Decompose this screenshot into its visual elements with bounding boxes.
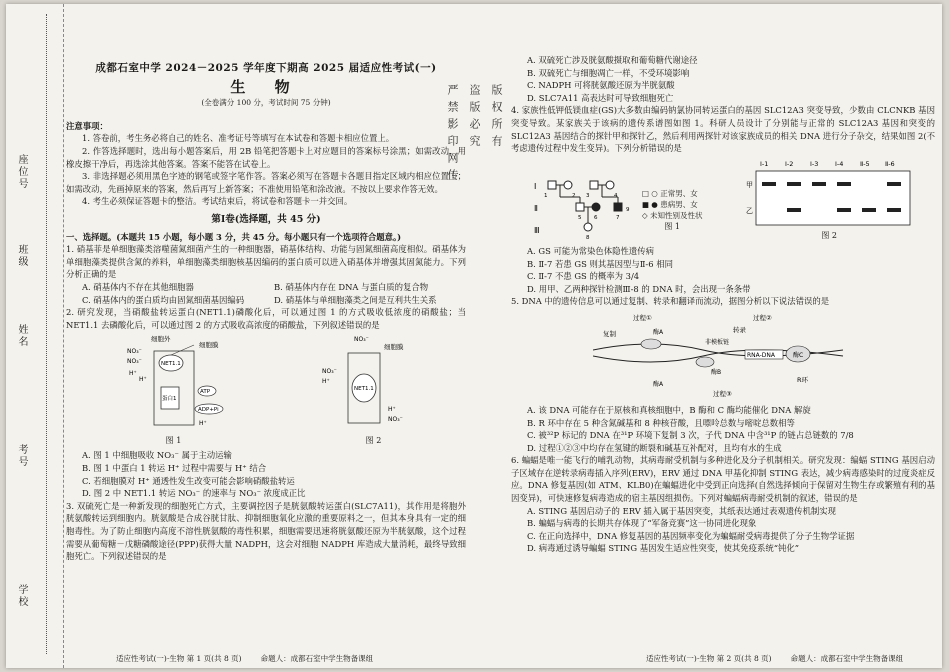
fig1-membrane-label: 细胞膜 xyxy=(198,341,218,350)
fig1-no3-label: NO₃⁻ xyxy=(126,348,142,356)
fig2-transporter-label: NET1.1 xyxy=(353,386,374,393)
process-label: 过程① xyxy=(633,313,652,322)
binding-label-id: 考号 xyxy=(16,444,27,468)
binding-label-class: 班级 xyxy=(16,244,27,268)
option: D. SLC7A11 高表达时可导致细胞死亡 xyxy=(527,92,674,103)
footer-credit: 命题人：成都石室中学生物备课组 xyxy=(790,654,904,663)
option: C. 硝基体内的蛋白质均由固氮细菌基因编码 xyxy=(82,294,245,305)
legend-item: □ ○ 正常男、女 xyxy=(641,188,698,198)
footer-credit: 命题人：成都石室中学生物备课组 xyxy=(260,654,374,663)
option: A. 硝基体内不存在其他细胞器 xyxy=(82,281,194,292)
gel-figure xyxy=(744,157,914,243)
ped-number: 6 xyxy=(593,214,598,221)
replication-label: 复制 xyxy=(603,329,616,338)
option: A. GS 可能为常染色体隐性遗传病 xyxy=(527,245,654,256)
notice-item: 1. 答卷前，考生务必将自己的姓名、准考证号等填写在本试卷和答题卡相应位置上。 xyxy=(82,133,395,144)
option: C. Ⅱ-7 不患 GS 的概率为 3/4 xyxy=(527,271,640,282)
page-footer-left xyxy=(116,653,373,664)
question-6-stem: 6. 蝙蝠是唯一能飞行的哺乳动物，其病毒耐受机制与多种进化及分子机制相关。研究发现：编蝠 STING 基因启动子区域存在逆转录病毒插入序列(ERV)，ERV 通过 DNA 甲基化抑制 STING 表达，减少病毒感染时的过度炎症反应。DNA 修复基因(如 ATM、KLB0)在蝙蝠进化中受到正向选择(自然选择倾向于保留对生物生存或繁殖有利的基因变异)，可快速修复病毒造成的宿主基因组损伤。下列对蝙蝠病毒耐受机制的叙述，错误的是 xyxy=(511,455,935,504)
fig1-atp-label: ATP xyxy=(199,389,210,396)
fig2-h-label: H⁺ xyxy=(387,406,396,414)
r-loop-label: R环 xyxy=(797,375,809,384)
binding-label-school: 学校 xyxy=(16,584,27,608)
pedigree-chart xyxy=(532,177,642,243)
option: A. 该 DNA 可能存在于原核和真核细胞中，B 酶和 C 酶均能催化 DNA 解旋 xyxy=(527,404,811,415)
option: B. R 环中存在 5 种含氮碱基和 8 种核苷酸，且嘌呤总数与嘧啶总数相等 xyxy=(527,417,795,428)
fig1-no3-label: NO₃⁻ xyxy=(126,358,142,366)
process-label: 过程③ xyxy=(713,389,732,398)
band xyxy=(762,182,776,186)
gen-label: Ⅱ xyxy=(533,203,538,213)
dna-process-diagram xyxy=(593,310,853,402)
notice-item: 4. 考生必须保证答题卡的整洁。考试结束后，将试卷和答题卡一并交回。 xyxy=(82,196,353,207)
template-label: 非模板链 xyxy=(705,338,730,346)
ped-number: 1 xyxy=(543,192,548,199)
option: C. 在正向选择中，DNA 修复基因的基因频率变化为蝙蝠耐受病毒提供了分子生物学证据 xyxy=(527,530,855,541)
probe-label: 乙 xyxy=(746,206,754,215)
binding-label-name: 姓名 xyxy=(16,324,27,348)
fig1-adp-label: ADP+Pi xyxy=(197,407,219,414)
question-2-stem: 2. 研究发现，当硝酸盐转运蛋白(NET1.1)磷酸化后，可以通过图 1 的方式吸收低浓度的硝酸盐；当 NET1.1 去磷酸化后，可以通过图 2 的方式吸收高浓度的硝酸盐，下列叙述错误的是 xyxy=(66,307,466,330)
fig1-transporter-label: NET1.1 xyxy=(160,361,181,368)
section-title: 第Ⅰ卷(选择题，共 45 分) xyxy=(211,213,321,225)
lane-label: Ⅰ-3 xyxy=(810,159,819,168)
left-column xyxy=(66,4,466,563)
ped-number: 8 xyxy=(585,234,590,241)
footer-page: 适应性考试(一)·生物 第 2 页(共 8 页) xyxy=(646,654,772,663)
legend-item: ■ ● 患病男、女 xyxy=(641,199,698,209)
figure-2 xyxy=(314,333,434,447)
page-footer-right xyxy=(646,653,903,664)
ped-male xyxy=(590,181,598,189)
option: D. 过程①②③中均存在氢键的断裂和碱基互补配对，且均有水的生成 xyxy=(527,442,782,453)
probe-label: 甲 xyxy=(746,180,754,189)
fig2-no3-label: NO₃⁻ xyxy=(387,416,403,424)
question-5-stem: 5. DNA 中的遗传信息可以通过复制、转录和翻译而流动，据图分析以下说法错误的是 xyxy=(511,296,830,307)
band xyxy=(837,208,851,212)
ped-female xyxy=(584,223,592,231)
enzyme-a-label: 酶A xyxy=(653,328,664,336)
figure-1-caption: 图 1 xyxy=(165,435,182,445)
option: A. STING 基因启动子的 ERV 插入属于基因突变，其纸表达通过表观遗传机制实现 xyxy=(527,505,837,516)
option: B. Ⅱ-7 若患 GS 则其基因型与Ⅱ-6 相同 xyxy=(527,258,674,269)
ped-female xyxy=(606,181,614,189)
transcription-label: 转录 xyxy=(733,325,746,334)
fig1-outside-label: 细胞外 xyxy=(150,335,170,344)
ped-female-affected xyxy=(592,203,600,211)
fig2-membrane-label: 细胞膜 xyxy=(383,343,403,352)
question-2-figures xyxy=(66,333,466,447)
copyright-strip xyxy=(446,84,504,186)
lane-label: Ⅰ-4 xyxy=(835,159,844,168)
ped-number: 7 xyxy=(615,214,620,221)
gel-caption: 图 2 xyxy=(821,231,837,241)
exam-note: (全卷满分 100 分，考试时间 75 分钟) xyxy=(201,98,331,108)
exam-title: 成都石室中学 2024－2025 学年度下期高 2025 届适应性考试(一) xyxy=(95,62,437,74)
binding-label-seat: 座位号 xyxy=(16,154,27,190)
option: A. 图 1 中细胞吸收 NO₃⁻ 属于主动运输 xyxy=(82,450,232,461)
enzyme-b-label: 酶B xyxy=(711,368,722,376)
hybrid-label: RNA-DNA xyxy=(747,351,776,359)
figure-1 xyxy=(99,333,249,447)
option: D. 硝基体与单细胞藻类之间是互利共生关系 xyxy=(274,294,437,305)
band xyxy=(787,182,801,186)
notice-item: 3. 非选择题必须用黑色字迹的钢笔或签字笔作答。答案必须写在答题卡各题目指定区域内相应位置上；如需改动，先画掉原来的答案，然后再写上新答案；不准使用铅笔和涂改液。不按以上要求作答无效。 xyxy=(66,171,466,194)
band xyxy=(862,208,876,212)
band xyxy=(787,208,801,212)
option: C. 被³²P 标记的 DNA 在³¹P 环境下复制 3 次，子代 DNA 中含³¹P 的链占总链数的 7/8 xyxy=(527,430,854,441)
pedigree-figure xyxy=(532,177,703,243)
question-4-stem: 4. 家族性低钾低镁血症(GS)大多数由编码钠氯协同转运蛋白的基因 SLC12A3 突变导致，少数由 CLCNKB 基因突变导致。某家族关于该病的遗传系谱图如图 1。科研人员设计了分别能与正常的 SLC12A3 基因和突变的 SLC12A3 基因结合的探针甲和探针乙，然后利用两探针对该家族成员的相关 DNA 进行分子杂交，结果如图 2(不考虑遗传过程中发生变异)。下列分析错误的是 xyxy=(511,105,935,154)
ped-number: 9 xyxy=(625,206,630,213)
copyright-text: 严禁影印网传 xyxy=(446,84,459,186)
legend-item: ◇ 未知性别及性状 xyxy=(641,210,703,220)
hybridization-result xyxy=(744,157,914,227)
subject-title: 生 物 xyxy=(230,77,302,96)
enzyme-c-label: 酶C xyxy=(793,351,804,359)
lane-label: Ⅰ-2 xyxy=(785,159,794,168)
pedigree-caption: 图 1 xyxy=(664,221,680,231)
option: B. 双硫死亡与细胞凋亡一样，不受环境影响 xyxy=(527,67,690,78)
transport-diagram-2 xyxy=(314,333,434,431)
option: C. 若细胞膜对 H⁺ 通透性发生改变可能会影响硝酸盐转运 xyxy=(82,475,295,486)
ped-male xyxy=(548,181,556,189)
transport-diagram-1 xyxy=(99,333,249,431)
notice-title: 注意事项： xyxy=(66,120,108,131)
ped-number: 3 xyxy=(585,192,590,199)
process-label: 过程② xyxy=(753,313,772,322)
fig1-h-label: H⁺ xyxy=(198,420,207,428)
band xyxy=(887,182,901,186)
fig1-protein-label: 蛋白1 xyxy=(161,396,176,403)
binding-dotted-line xyxy=(46,14,47,654)
lane-label: Ⅱ-5 xyxy=(860,159,870,168)
question-1-stem: 1. 硝基菲是单细胞藻类溶噬菌氮细菌产生的一种细胞器，硝基体结构、功能与固氮细菌高度相似。硝基体为单细胞藻类提供含氮的养料，单细胞藻类细胞核基因编码的蛋白质可以进入硝基体并增强其固氮能力。下列分析正确的是 xyxy=(66,244,466,280)
fig2-no3-label: NO₃⁻ xyxy=(353,336,369,344)
ped-number: 4 xyxy=(613,192,618,199)
option: C. NADPH 可将胱氨酸还原为半胱氨酸 xyxy=(527,80,675,91)
enzyme-a-label: 酶A xyxy=(653,380,664,388)
option: A. 双硫死亡涉及胱氨酸摄取和葡萄糖代谢途径 xyxy=(527,55,698,65)
band xyxy=(887,208,901,212)
band xyxy=(812,182,826,186)
ped-female xyxy=(564,181,572,189)
fig2-no3-label: NO₃⁻ xyxy=(321,368,337,376)
figure-2-caption: 图 2 xyxy=(365,435,382,445)
pedigree-legend xyxy=(642,188,703,232)
fig1-h-label: H⁺ xyxy=(128,370,137,378)
option: D. 图 2 中 NET1.1 转运 NO₃⁻ 的速率与 NO₃⁻ 浓度成正比 xyxy=(82,488,306,499)
ped-male xyxy=(576,203,584,211)
question-3-stem: 3. 双硫死亡是一种新发现的细胞死亡方式，主要调控因子是胱氨酸转运蛋白(SLC7A11)，其作用是将胞外胱氨酸转运到细胞内。胱氨酸是合成谷胱甘肽、抑制细胞氧化应激的重要原料之一，但其本身具有一定的细胞毒性。为了防止细胞内高度不溶性胱氨酸的毒性积累，细胞需要迅速将胱氨酸还原为半胱氨酸，这个过程需要从葡萄糖－戊糖磷酸途径(PPP)获得大量 NADPH，这会对细胞 NADPH 库造成大量消耗，最终导致细胞死亡。下列叙述错误的是 xyxy=(66,500,466,562)
ped-number: 2 xyxy=(571,192,576,199)
question-1-options xyxy=(66,281,466,306)
lane-label: Ⅱ-6 xyxy=(885,159,895,168)
question-5-figure xyxy=(511,310,935,402)
option: B. 硝基体内存在 DNA 与蛋白质的复合物 xyxy=(274,281,429,292)
footer-page: 适应性考试(一)·生物 第 1 页(共 8 页) xyxy=(116,654,242,663)
gen-label: Ⅰ xyxy=(533,181,537,191)
binding-strip xyxy=(6,4,64,668)
notice-item: 2. 作答选择题时，选出每小题答案后，用 2B 铅笔把答题卡上对应题目的答案标号涂黑；如需改动，用橡皮擦干净后，再选涂其他答案。答案不能答在试卷上。 xyxy=(66,145,466,169)
ped-male-affected xyxy=(614,203,622,211)
fig2-h-label: H⁺ xyxy=(321,378,330,386)
part-title: 一、选择题。(本题共 15 小题，每小题 3 分，共 45 分。每小题只有一个选项符合题意。) xyxy=(66,231,402,242)
option: B. 蝙蝠与病毒的长期共存体现了“军备竞赛”这一协同进化现象 xyxy=(527,518,757,529)
gen-label: Ⅲ xyxy=(533,225,540,235)
exam-paper xyxy=(6,4,942,668)
option: B. 图 1 中蛋白 1 转运 H⁺ 过程中需要与 H⁺ 结合 xyxy=(82,463,267,474)
option: D. 病毒通过诱导蝙蝠 STING 基因发生适应性突变，使其免疫系统“钝化” xyxy=(527,543,800,554)
copyright-text: 版权所有 xyxy=(490,84,503,152)
fig1-h-label: H⁺ xyxy=(138,376,147,384)
question-4-figures xyxy=(511,157,935,243)
lane-label: Ⅰ-1 xyxy=(760,159,769,168)
band xyxy=(837,182,851,186)
ped-number: 5 xyxy=(577,214,582,221)
right-column xyxy=(511,54,935,555)
option: D. 用甲、乙两种探针检测Ⅲ-8 的 DNA 时，会出现一条条带 xyxy=(527,283,751,294)
copyright-text: 盗版必究 xyxy=(468,84,481,152)
